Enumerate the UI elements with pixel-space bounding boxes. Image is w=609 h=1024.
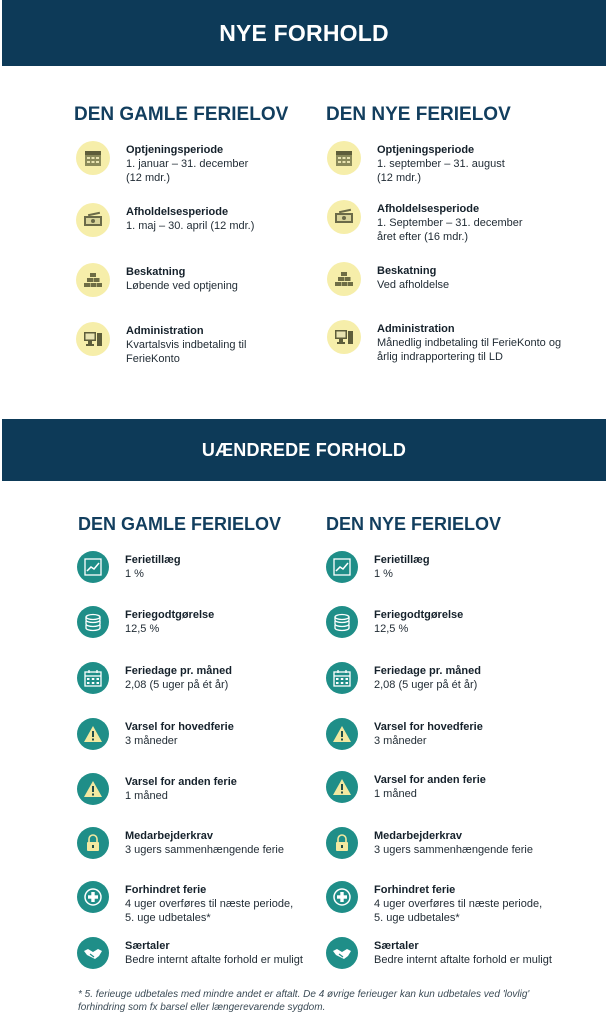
plus-icon [77, 881, 109, 913]
computer-icon [76, 322, 110, 356]
item-desc: 3 ugers sammenhængende ferie [374, 844, 533, 856]
handshake-icon [77, 937, 109, 969]
item-desc: 1 % [125, 568, 144, 580]
warning-icon [326, 771, 358, 803]
unch-left-prevented-holiday [77, 883, 293, 925]
calendar-icon [326, 662, 358, 694]
heading-new-law-unchanged: DEN NYE FERIELOV [326, 514, 502, 534]
unch-left-notice-other [77, 775, 237, 805]
unch-right-holiday-allowance [326, 553, 430, 583]
item-desc: 1. maj – 30. april (12 mdr.) [126, 220, 255, 232]
item-desc: 1. September – 31. december året efter (16 mdr.) [377, 217, 523, 243]
item-desc: Løbende ved optjening [126, 280, 238, 292]
new-right-item-tax [327, 264, 449, 296]
unch-left-special-agreements [77, 939, 303, 969]
item-title: Beskatning [126, 266, 186, 278]
unch-right-days-per-month [326, 664, 481, 694]
item-desc: Bedre internt aftalte forhold er muligt [374, 954, 552, 966]
item-title: Ferietillæg [374, 554, 430, 566]
item-title: Administration [126, 325, 204, 337]
warning-icon [326, 718, 358, 750]
new-right-item-earning [327, 143, 505, 185]
new-left-item-earning [76, 143, 248, 185]
lock-icon [77, 827, 109, 859]
item-title: Forhindret ferie [374, 884, 456, 896]
new-right-item-admin [327, 322, 561, 364]
item-title: Ferietillæg [125, 554, 181, 566]
warning-icon [77, 718, 109, 750]
new-left-item-holiday-period [76, 205, 254, 237]
unch-right-notice-other [326, 773, 486, 803]
item-title: Medarbejderkrav [374, 830, 463, 842]
calendar-icon [76, 141, 110, 175]
item-title: Varsel for hovedferie [374, 721, 483, 733]
new-left-item-admin [76, 324, 246, 366]
item-desc: 1. januar – 31. december (12 mdr.) [126, 158, 249, 184]
coins-icon [77, 606, 109, 638]
item-desc: Kvartalsvis indbetaling til FerieKonto [126, 339, 247, 365]
unch-right-holiday-pay [326, 608, 463, 638]
item-desc: 3 måneder [374, 735, 427, 747]
plus-icon [326, 881, 358, 913]
item-desc: 2,08 (5 uger på ét år) [374, 679, 478, 691]
money-icon [327, 200, 361, 234]
banner-new-conditions [2, 0, 606, 66]
item-desc: 4 uger overføres til næste periode, 5. uge udbetales* [374, 898, 543, 924]
computer-icon [327, 320, 361, 354]
item-title: Varsel for anden ferie [125, 776, 237, 788]
unch-left-days-per-month [77, 664, 232, 694]
unch-left-holiday-pay [77, 608, 214, 638]
item-title: Feriegodtgørelse [374, 609, 464, 621]
unch-left-notice-main [77, 720, 234, 750]
item-desc: Månedlig indbetaling til FerieKonto og årlig indrapportering til LD [377, 337, 562, 363]
item-title: Feriedage pr. måned [125, 665, 232, 677]
item-desc: 12,5 % [125, 623, 160, 635]
unch-right-special-agreements [326, 939, 552, 969]
item-title: Feriedage pr. måned [374, 665, 481, 677]
banner-unchanged-conditions [2, 419, 606, 481]
unch-right-notice-main [326, 720, 483, 750]
gold-bars-icon [327, 262, 361, 296]
item-title: Afholdelsesperiode [377, 203, 480, 215]
item-title: Beskatning [377, 265, 437, 277]
item-title: Varsel for anden ferie [374, 774, 486, 786]
item-title: Forhindret ferie [125, 884, 207, 896]
new-right-item-holiday-period [327, 202, 523, 244]
item-title: Optjeningsperiode [377, 144, 475, 156]
unch-right-employee-demand [326, 829, 533, 859]
item-title: Varsel for hovedferie [125, 721, 234, 733]
item-desc: 1. september – 31. august (12 mdr.) [377, 158, 505, 184]
item-desc: 12,5 % [374, 623, 409, 635]
item-desc: Ved afholdelse [377, 279, 450, 291]
item-title: Medarbejderkrav [125, 830, 214, 842]
chart-icon [77, 551, 109, 583]
heading-old-law-unchanged: DEN GAMLE FERIELOV [78, 514, 282, 534]
chart-icon [326, 551, 358, 583]
item-desc: 1 måned [374, 788, 417, 800]
unch-left-employee-demand [77, 829, 284, 859]
item-title: Feriegodtgørelse [125, 609, 215, 621]
warning-icon [77, 773, 109, 805]
banner-unchanged-title: UÆNDREDE FORHOLD [201, 439, 407, 460]
lock-icon [326, 827, 358, 859]
heading-new-law: DEN NYE FERIELOV [326, 104, 511, 125]
heading-old-law: DEN GAMLE FERIELOV [74, 104, 289, 125]
new-left-item-tax [76, 265, 238, 297]
item-desc: Bedre internt aftalte forhold er muligt [125, 954, 303, 966]
coins-icon [326, 606, 358, 638]
item-desc: 1 % [374, 568, 393, 580]
unch-right-prevented-holiday [326, 883, 542, 925]
calendar-icon [77, 662, 109, 694]
gold-bars-icon [76, 263, 110, 297]
handshake-icon [326, 937, 358, 969]
item-title: Afholdelsesperiode [126, 206, 229, 218]
item-title: Særtaler [374, 940, 419, 952]
money-icon [76, 203, 110, 237]
item-title: Optjeningsperiode [126, 144, 224, 156]
footnote: * 5. ferieuge udbetales med mindre andet er aftalt. De 4 øvrige ferieuger kan kun udbetales ved 'lovlig' forhindring som fx barsel eller længerevarende sygdom. [78, 989, 530, 1013]
item-desc: 2,08 (5 uger på ét år) [125, 679, 229, 691]
item-desc: 3 måneder [125, 735, 178, 747]
banner-new-title: NYE FORHOLD [219, 19, 389, 46]
calendar-icon [327, 141, 361, 175]
item-desc: 3 ugers sammenhængende ferie [125, 844, 284, 856]
item-title: Administration [377, 323, 455, 335]
item-desc: 1 måned [125, 790, 168, 802]
unch-left-holiday-allowance [77, 553, 181, 583]
item-desc: 4 uger overføres til næste periode, 5. uge udbetales* [125, 898, 294, 924]
item-title: Særtaler [125, 940, 170, 952]
